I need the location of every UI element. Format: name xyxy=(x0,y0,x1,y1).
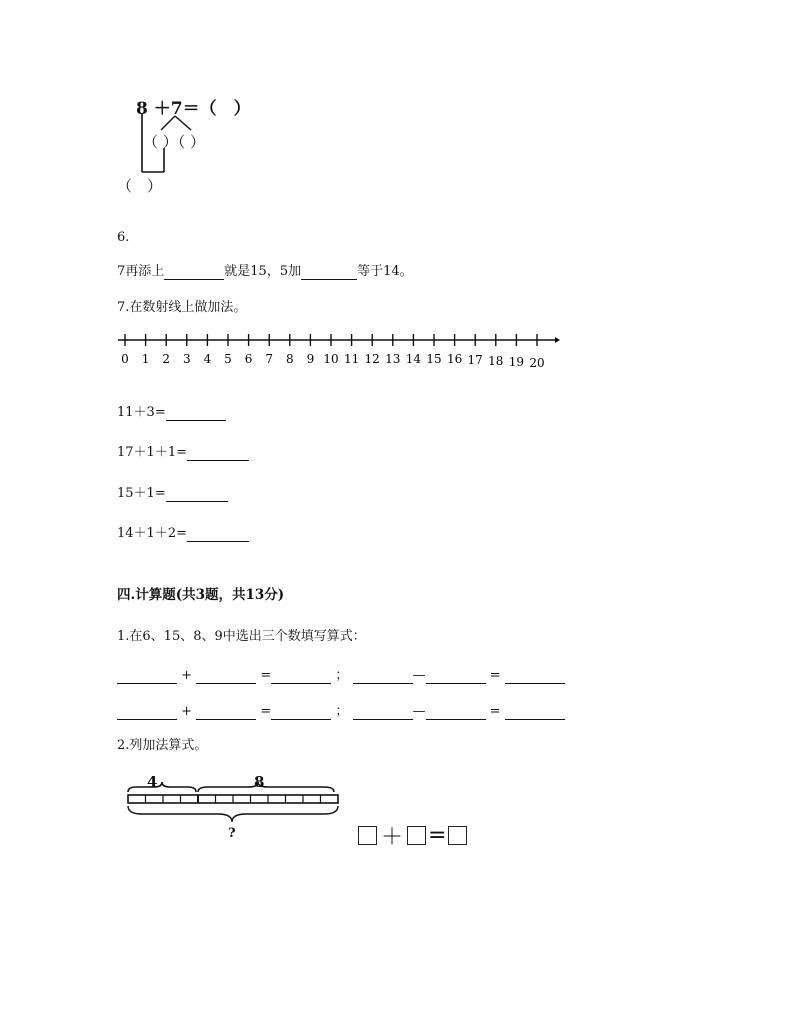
q7-exercise-3 xyxy=(117,486,228,502)
s4-q2-title: 2.列加法算式。 xyxy=(117,738,208,753)
label-eight: 8 xyxy=(254,773,265,791)
q6-part3: 等于14。 xyxy=(357,264,413,279)
number-line-label: 17 xyxy=(467,353,483,367)
exercise-text: 17＋1＋1= xyxy=(117,445,187,460)
decomposition-expression-text: 8 ＋7＝（ ） xyxy=(136,99,251,119)
answer-blank[interactable] xyxy=(271,707,331,720)
answer-blank[interactable] xyxy=(505,671,565,684)
number-line-label: 6 xyxy=(244,352,253,366)
number-line-label: 2 xyxy=(162,352,171,366)
answer-blank[interactable] xyxy=(117,671,177,684)
equals-sign: = xyxy=(428,823,447,848)
number-line xyxy=(110,330,570,370)
number-line-arrow xyxy=(555,337,560,343)
answer-blank[interactable] xyxy=(271,671,331,684)
semicolon: ； xyxy=(335,668,349,683)
answer-box-2[interactable] xyxy=(407,826,426,845)
number-line-label: 8 xyxy=(285,352,294,366)
equals-sign: = xyxy=(489,704,501,719)
answer-blank[interactable] xyxy=(166,489,228,502)
answer-box-1[interactable] xyxy=(358,826,377,845)
brace-bottom xyxy=(128,806,338,822)
number-line-label: 15 xyxy=(426,352,442,366)
number-line-label: 7 xyxy=(265,352,274,366)
equals-sign: = xyxy=(260,704,272,719)
answer-blank[interactable] xyxy=(505,707,565,720)
answer-blank[interactable] xyxy=(196,671,256,684)
exercise-text: 15＋1= xyxy=(117,486,166,501)
minus-sign: — xyxy=(412,668,426,683)
q6-sentence xyxy=(117,264,413,280)
answer-blank[interactable] xyxy=(353,671,413,684)
q7-exercise-1 xyxy=(117,405,226,421)
label-question: ? xyxy=(228,826,236,841)
label-four: 4 xyxy=(147,773,158,791)
exercise-text: 11＋3= xyxy=(117,405,166,420)
q6-part1: 7再添上 xyxy=(117,264,165,279)
q7-exercise-2 xyxy=(117,445,249,461)
number-line-label: 19 xyxy=(508,355,525,369)
section-heading: 四.计算题(共3题，共13分) xyxy=(117,587,285,603)
minus-sign: — xyxy=(412,704,426,719)
plus-sign: + xyxy=(181,668,193,683)
number-line-label: 14 xyxy=(405,352,422,366)
s4-q1-title: 1.在6、15、8、9中选出三个数填写算式： xyxy=(117,629,366,644)
answer-blank[interactable] xyxy=(426,671,486,684)
equals-sign: = xyxy=(260,668,272,683)
semicolon: ； xyxy=(335,704,349,719)
decomposition-left-paren: （ ） xyxy=(117,177,163,195)
q7-exercise-4 xyxy=(117,526,249,542)
q7-title: 7.在数射线上做加法。 xyxy=(117,300,247,315)
number-line-label: 18 xyxy=(488,354,504,368)
number-line-label: 5 xyxy=(224,352,232,366)
answer-blank[interactable] xyxy=(426,707,486,720)
brace-right xyxy=(198,782,334,792)
answer-blank[interactable] xyxy=(187,448,249,461)
number-line-label: 11 xyxy=(343,352,360,366)
number-line-label: 10 xyxy=(323,352,339,366)
number-line-label: 12 xyxy=(364,352,380,366)
answer-box-3[interactable] xyxy=(448,826,467,845)
q6-blank-1[interactable] xyxy=(164,267,224,280)
exercise-text: 14＋1＋2= xyxy=(117,526,187,541)
number-line-label: 1 xyxy=(141,352,150,366)
number-line-label: 4 xyxy=(203,352,212,366)
answer-blank[interactable] xyxy=(117,707,177,720)
number-line-label: 13 xyxy=(385,352,401,366)
number-line-label: 3 xyxy=(182,352,191,366)
q6-number: 6. xyxy=(117,230,130,245)
q6-part2: 就是15，5加 xyxy=(224,264,302,279)
number-line-label: 20 xyxy=(529,356,545,370)
answer-blank[interactable] xyxy=(166,408,226,421)
brace-left xyxy=(128,782,196,792)
equals-sign: = xyxy=(489,668,501,683)
number-line-label: 9 xyxy=(306,352,315,366)
number-line-label: 16 xyxy=(446,352,463,366)
q6-blank-2[interactable] xyxy=(301,267,357,280)
answer-blank[interactable] xyxy=(196,707,256,720)
s4-q1-row-1 xyxy=(117,668,565,684)
answer-blank[interactable] xyxy=(187,529,249,542)
equation-boxes xyxy=(358,820,467,851)
answer-blank[interactable] xyxy=(353,707,413,720)
plus-sign: ＋ xyxy=(381,825,404,850)
s4-q1-row-2 xyxy=(117,704,565,720)
plus-sign: + xyxy=(181,704,193,719)
number-line-label: 0 xyxy=(121,352,129,366)
decomposition-split-parens: （ ）（ ） xyxy=(143,133,206,151)
